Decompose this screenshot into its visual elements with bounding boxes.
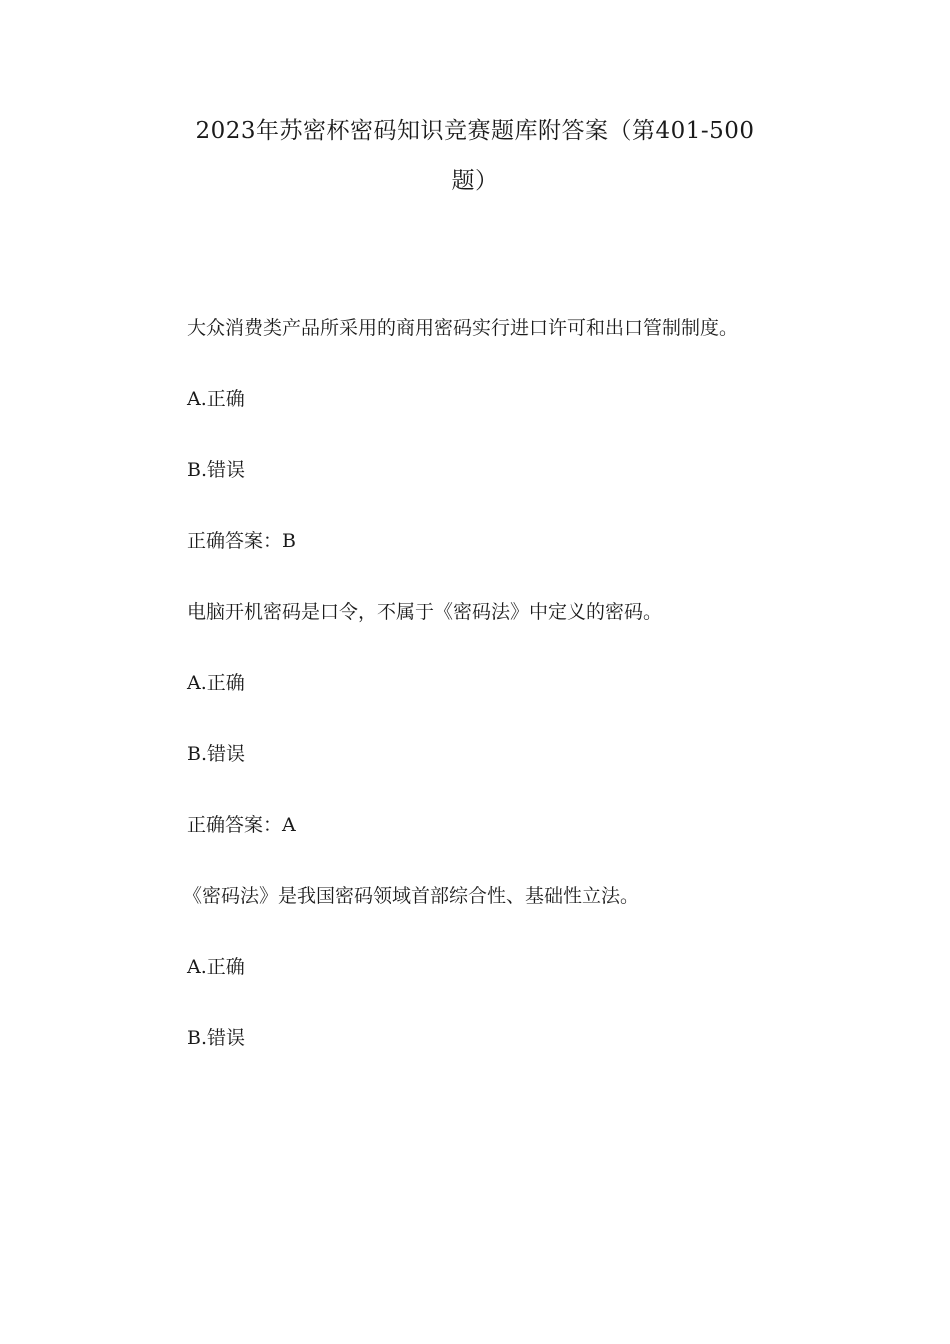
question-3-option-b: B.错误 <box>187 1027 246 1049</box>
question-1-option-a: A.正确 <box>187 388 245 410</box>
question-1-text: 大众消费类产品所采用的商用密码实行进口许可和出口管制制度。 <box>187 317 739 339</box>
question-2-answer: 正确答案：A <box>187 814 296 836</box>
question-1-option-b: B.错误 <box>187 459 246 481</box>
title-line-1: 2023年苏密杯密码知识竞赛题库附答案（第401-500 <box>195 118 755 144</box>
question-3-text: 《密码法》是我国密码领域首部综合性、基础性立法。 <box>183 885 640 907</box>
title-line-2: 题） <box>451 168 499 194</box>
question-3-option-a: A.正确 <box>187 956 245 978</box>
question-1-answer: 正确答案：B <box>187 530 296 552</box>
document-title <box>140 106 810 206</box>
question-2-text: 电脑开机密码是口令，不属于《密码法》中定义的密码。 <box>187 601 663 623</box>
question-2-option-a: A.正确 <box>187 672 245 694</box>
question-2-option-b: B.错误 <box>187 743 246 765</box>
